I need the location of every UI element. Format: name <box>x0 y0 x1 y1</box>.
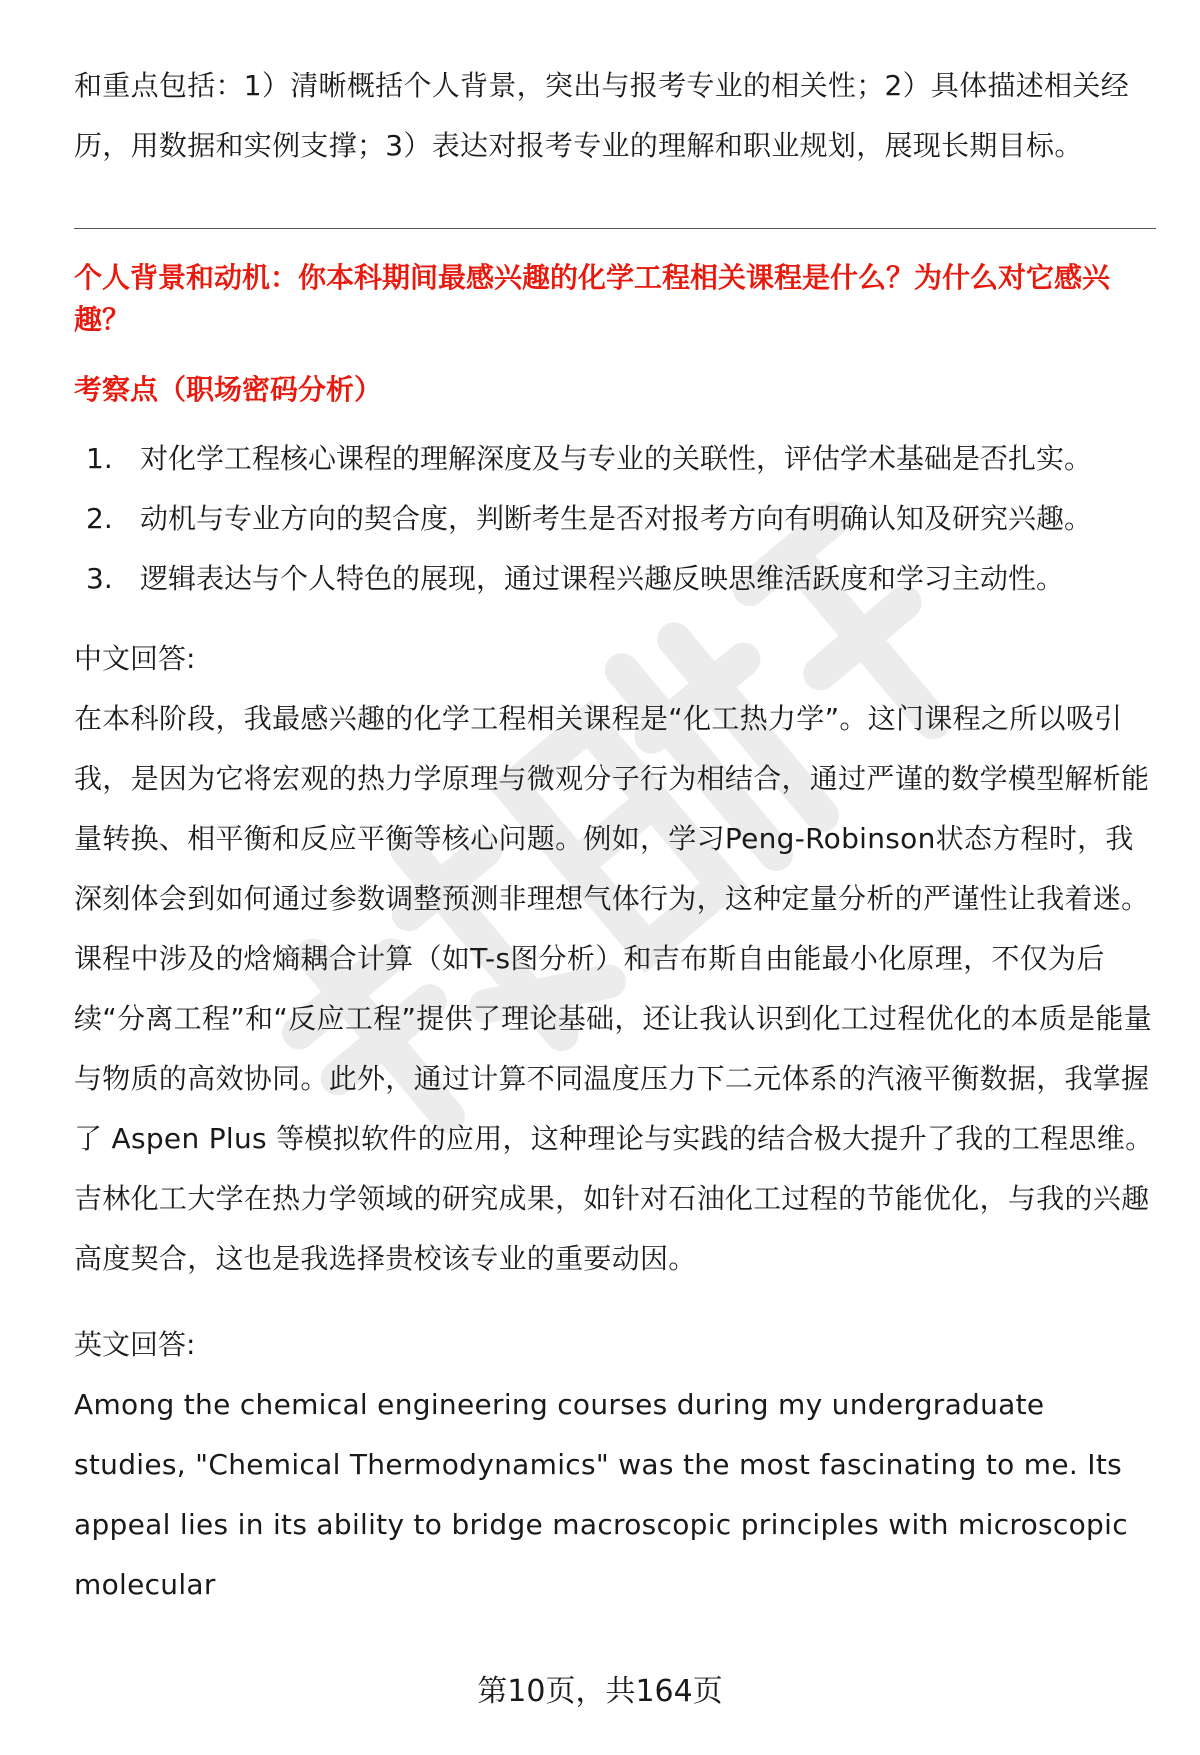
chinese-answer-text: 在本科阶段，我最感兴趣的化学工程相关课程是“化工热力学”。这门课程之所以吸引我，是因为它将宏观的热力学原理与微观分子行为相结合，通过严谨的数学模型解析能量转换、相平衡和反应平衡等核心问题。例如，学习Peng-Robinson状态方程时，我深刻体会到如何通过参数调整预测非理想气体行为，这种定量分析的严谨性让我着迷。课程中涉及的焓熵耦合计算（如T-s图分析）和吉布斯自由能最小化原理，不仅为后续“分离工程”和“反应工程”提供了理论基础，还让我认识到化工过程优化的本质是能量与物质的高效协同。此外，通过计算不同温度压力下二元体系的汽液平衡数据，我掌握了 Aspen Plus 等模拟软件的应用，这种理论与实践的结合极大提升了我的工程思维。吉林化工大学在热力学领域的研究成果，如针对石油化工过程的节能优化，与我的兴趣高度契合，这也是我选择贵校该专业的重要动因。 <box>74 702 1154 1275</box>
list-item-text: 逻辑表达与个人特色的展现，通过课程兴趣反映思维活跃度和学习主动性。 <box>140 562 1065 595</box>
list-item-text: 动机与专业方向的契合度，判断考生是否对报考方向有明确认知及研究兴趣。 <box>140 502 1093 535</box>
list-item-number: 1. <box>86 442 113 475</box>
english-answer-label: 英文回答: <box>74 1328 196 1361</box>
section-divider <box>74 228 1156 229</box>
list-item <box>74 429 1156 489</box>
points-title: 考察点（职场密码分析） <box>74 373 383 406</box>
intro-paragraph: 和重点包括：1）清晰概括个人背景，突出与报考专业的相关性；2）具体描述相关经历，用数据和实例支撑；3）表达对报考专业的理解和职业规划，展现长期目标。 <box>74 69 1130 162</box>
page-number: 第10页，共164页 <box>477 1674 723 1709</box>
chinese-answer-label: 中文回答: <box>74 642 196 675</box>
list-item <box>74 549 1156 609</box>
list-item-text: 对化学工程核心课程的理解深度及与专业的关联性，评估学术基础是否扎实。 <box>140 442 1093 475</box>
question-heading: 个人背景和动机：你本科期间最感兴趣的化学工程相关课程是什么？为什么对它感兴趣？ <box>74 261 1111 336</box>
english-answer-text: Among the chemical engineering courses during my undergraduate studies, "Chemical Thermodynamics" was the most fascinating to me. Its appeal lies in its ability to bridge macroscopic principles with microscopic molecular <box>74 1388 1128 1601</box>
list-item-number: 2. <box>86 502 113 535</box>
points-list <box>74 429 1156 609</box>
list-item-number: 3. <box>86 562 113 595</box>
document-body <box>74 56 1156 1615</box>
list-item <box>74 489 1156 549</box>
